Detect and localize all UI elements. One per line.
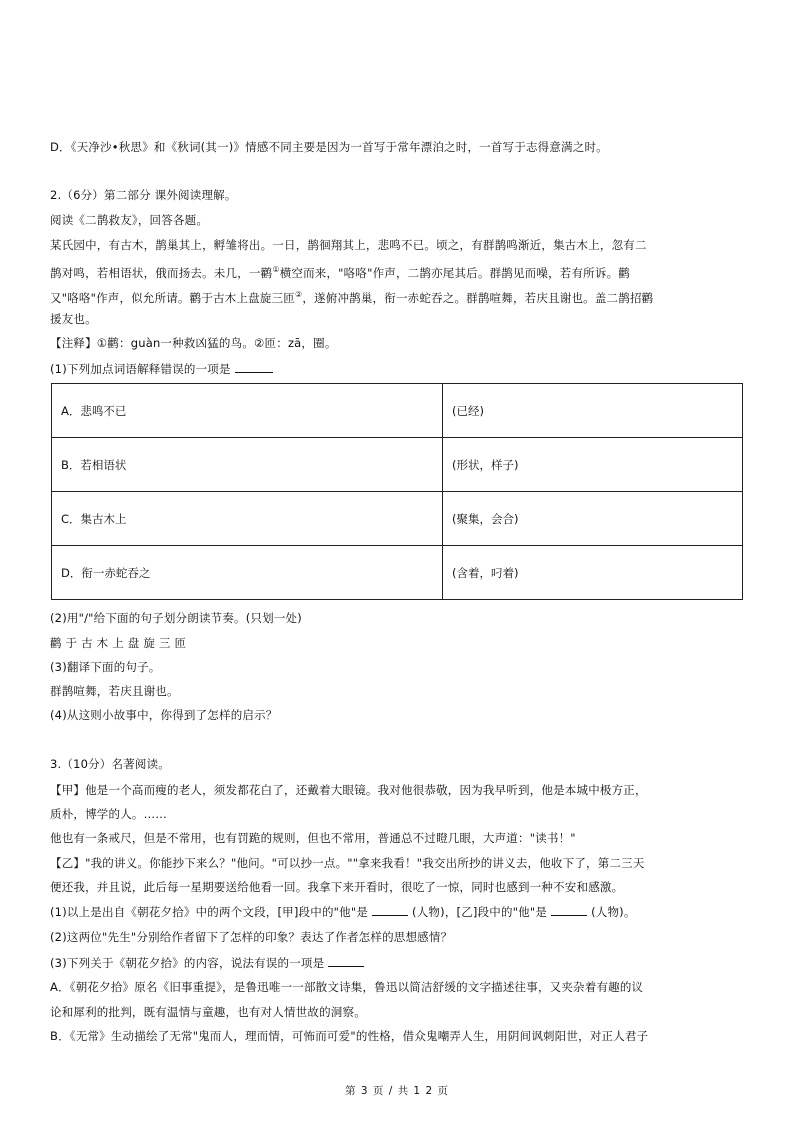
q3-option-a-line-1: A．《朝花夕拾》原名《旧事重提》，是鲁迅唯一一部散文诗集，鲁迅以简洁舒缓的文字描述往事，又夹杂着有趣的议: [50, 980, 644, 994]
passage-text: 又"咯咯"作声，似允所请。鹳于古木上盘旋三匝: [50, 290, 295, 305]
q2-sub1-text: (1)下列加点词语解释错误的一项是: [50, 362, 231, 376]
passage-line-4: 援友也。: [50, 312, 97, 326]
option-text: D．衔一赤蛇吞之: [52, 546, 443, 600]
passage-text: 横空而来，"咯咯"作声，二鹊亦尾其后。群鹊见而噪，若有所诉。鹳: [279, 265, 630, 280]
q2-sub2-sentence: 鹳 于 古 木 上 盘 旋 三 匝: [50, 636, 187, 650]
option-meaning: (已经): [443, 384, 743, 438]
q2-header: 2.（6分）第二部分 课外阅读理解。: [50, 188, 237, 202]
passage-text: 鹊对鸣，若相语状，俄而扬去。未几，一鹳: [50, 265, 273, 280]
q3-sub1-part-a: (1)以上是出自《朝花夕拾》中的两个文段，[甲]段中的"他"是: [50, 905, 369, 919]
answer-blank[interactable]: [328, 955, 364, 967]
option-meaning: (形状，样子): [443, 438, 743, 492]
q2-sub3: (3)翻译下面的句子。: [50, 660, 161, 674]
q3-sub1: [50, 904, 636, 920]
option-text: C．集古木上: [52, 492, 443, 546]
answer-blank[interactable]: [235, 361, 273, 373]
table-row[interactable]: [52, 546, 743, 600]
q2-sub1: [50, 361, 277, 377]
q3-option-b-line-1: B．《无常》生动描绘了无常"鬼而人，理而情，可怖而可爱"的性格，借众鬼嘲弄人生，用阴间讽刺阳世，对正人君子: [50, 1029, 649, 1043]
q3-yi-line-1: 【乙】"我的讲义。你能抄下来么？"他问。"可以抄一点。""拿来我看！"我交出所抄的讲义去，他收下了，第二三天: [50, 856, 645, 870]
passage-line-2: [50, 262, 630, 281]
answer-blank[interactable]: [551, 904, 587, 916]
table-row[interactable]: [52, 492, 743, 546]
q3-header: 3.（10分）名著阅读。: [50, 757, 171, 771]
q3-sub3-text: (3)下列关于《朝花夕拾》的内容，说法有误的一项是: [50, 956, 325, 970]
q3-sub2: (2)这两位"先生"分别给作者留下了怎样的印象？表达了作者怎样的思想感情？: [50, 930, 453, 944]
q2-notes: 【注释】①鹳：guàn一种救凶猛的鸟。②匝：zā，圈。: [50, 336, 337, 350]
q3-jia-line-1: 【甲】他是一个高而瘦的老人，须发都花白了，还戴着大眼镜。我对他很恭敬，因为我早听到，他是本城中极方正，: [50, 783, 647, 797]
q2-sub3-sentence: 群鹊喧舞，若庆且谢也。: [50, 684, 179, 698]
option-meaning: (聚集，会合): [443, 492, 743, 546]
table-row[interactable]: [52, 438, 743, 492]
q3-option-a-line-2: 论和犀利的批判，既有温情与童趣，也有对人情世故的洞察。: [50, 1005, 366, 1019]
option-meaning: (含着，叼着): [443, 546, 743, 600]
q3-sub1-part-c: (人物)。: [591, 905, 636, 919]
table-row[interactable]: [52, 384, 743, 438]
q1-option-d: D．《天净沙•秋思》和《秋词(其一)》情感不同主要是因为一首写于常年漂泊之时，一首写于志得意满之时。: [50, 140, 608, 154]
q3-sub3: [50, 955, 368, 971]
passage-line-3: [50, 287, 653, 306]
passage-text: ，遂俯冲鹊巢，衔一赤蛇吞之。群鹊喧舞，若庆且谢也。盖二鹊招鹳: [302, 290, 654, 305]
page-footer: 第 3 页 / 共 1 2 页: [345, 1085, 449, 1097]
options-table: [51, 383, 743, 600]
q3-sub1-part-b: (人物)，[乙]段中的"他"是: [412, 905, 548, 919]
option-text: B．若相语状: [52, 438, 443, 492]
passage-line-1: 某氏园中，有古木，鹊巢其上，孵雏将出。一日，鹊徊翔其上，悲鸣不已。顷之，有群鹊鸣渐近，集古木上，忽有二: [50, 238, 647, 252]
q3-jia-line-2: 质朴，博学的人。……: [50, 807, 167, 821]
q3-yi-line-2: 便还我，并且说，此后每一星期要送给他看一回。我拿下来开看时，很吃了一惊，同时也感到一种不安和感激。: [50, 880, 624, 894]
footnote-mark: ②: [294, 290, 303, 299]
q2-intro: 阅读《二鹊救友》，回答各题。: [50, 213, 209, 227]
option-text: A．悲鸣不已: [52, 384, 443, 438]
q2-sub4: (4)从这则小故事中，你得到了怎样的启示？: [50, 708, 278, 722]
answer-blank[interactable]: [372, 904, 408, 916]
footnote-mark: ①: [272, 265, 280, 274]
q3-line-3: 他也有一条戒尺，但是不常用，也有罚跪的规则，但也不常用，普通总不过瞪几眼，大声道："读书！": [50, 831, 576, 845]
q2-sub2: (2)用"/"给下面的句子划分朗读节奏。(只划一处): [50, 611, 302, 625]
